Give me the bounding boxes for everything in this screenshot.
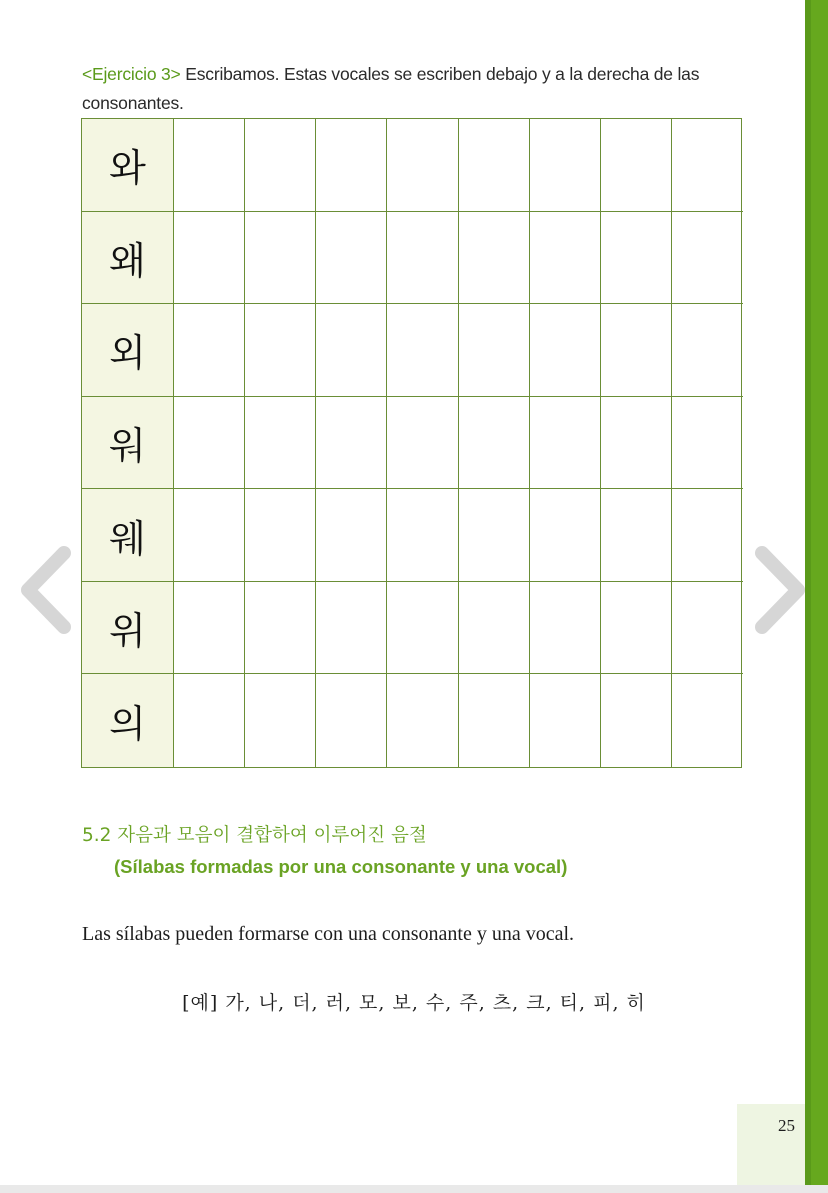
body-paragraph: Las sílabas pueden formarse con una consonante y una vocal. <box>82 923 575 945</box>
practice-cell <box>601 674 672 767</box>
chevron-right-icon-graphic <box>752 545 808 635</box>
chevron-left-icon[interactable] <box>18 545 74 635</box>
syllable-cell: 워 <box>82 397 174 490</box>
practice-cell <box>530 674 601 767</box>
section-title: 5.2 자음과 모음이 결합하여 이루어진 음절 <box>82 825 427 846</box>
practice-cell <box>459 212 530 305</box>
practice-cell <box>174 304 245 397</box>
practice-cell <box>316 212 387 305</box>
practice-cell <box>530 212 601 305</box>
syllable-cell: 의 <box>82 674 174 767</box>
practice-cell <box>601 119 672 212</box>
practice-cell <box>387 489 458 582</box>
exercise-instruction <box>82 60 772 118</box>
syllable-cell: 와 <box>82 119 174 212</box>
chevron-right-icon[interactable] <box>752 545 808 635</box>
practice-cell <box>387 582 458 675</box>
syllable-cell: 왜 <box>82 212 174 305</box>
syllable-cell: 외 <box>82 304 174 397</box>
practice-cell <box>245 397 316 490</box>
practice-cell <box>459 397 530 490</box>
chevron-left-icon-graphic <box>18 545 74 635</box>
page-number: 25 <box>778 1116 795 1135</box>
exercise-text: Escribamos. Estas vocales se escriben debajo y a la derecha de las consonantes. <box>82 64 700 113</box>
practice-cell <box>672 119 743 212</box>
practice-cell <box>316 119 387 212</box>
practice-cell <box>387 674 458 767</box>
practice-cell <box>601 212 672 305</box>
syllable-cell: 위 <box>82 582 174 675</box>
practice-cell <box>459 119 530 212</box>
practice-cell <box>245 489 316 582</box>
example-syllables: [예] 가, 나, 더, 러, 모, 보, 수, 주, 츠, 크, 티, 피, 히 <box>182 992 646 1014</box>
bottom-divider <box>0 1185 828 1193</box>
practice-cell <box>387 304 458 397</box>
exercise-label: <Ejercicio 3> <box>82 64 181 84</box>
practice-cell <box>601 397 672 490</box>
practice-cell <box>672 397 743 490</box>
practice-cell <box>530 304 601 397</box>
syllable-cell: 웨 <box>82 489 174 582</box>
practice-cell <box>530 582 601 675</box>
practice-cell <box>316 489 387 582</box>
practice-cell <box>316 582 387 675</box>
practice-cell <box>174 582 245 675</box>
practice-cell <box>530 489 601 582</box>
practice-cell <box>245 212 316 305</box>
practice-cell <box>530 397 601 490</box>
practice-cell <box>601 304 672 397</box>
practice-cell <box>245 304 316 397</box>
practice-cell <box>174 212 245 305</box>
practice-cell <box>601 489 672 582</box>
practice-cell <box>672 212 743 305</box>
practice-cell <box>316 304 387 397</box>
practice-cell <box>174 489 245 582</box>
practice-cell <box>174 674 245 767</box>
practice-cell <box>459 582 530 675</box>
practice-cell <box>316 397 387 490</box>
section-subtitle: (Sílabas formadas por una consonante y una vocal) <box>114 856 568 877</box>
practice-cell <box>245 674 316 767</box>
practice-cell <box>672 674 743 767</box>
practice-cell <box>601 582 672 675</box>
practice-cell <box>387 212 458 305</box>
practice-cell <box>387 397 458 490</box>
practice-cell <box>316 674 387 767</box>
practice-cell <box>530 119 601 212</box>
practice-cell <box>672 582 743 675</box>
practice-cell <box>672 304 743 397</box>
practice-cell <box>672 489 743 582</box>
practice-cell <box>174 119 245 212</box>
practice-cell <box>245 582 316 675</box>
practice-cell <box>387 119 458 212</box>
practice-cell <box>174 397 245 490</box>
practice-cell <box>245 119 316 212</box>
practice-cell <box>459 304 530 397</box>
practice-cell <box>459 489 530 582</box>
writing-practice-grid <box>81 118 742 768</box>
practice-cell <box>459 674 530 767</box>
